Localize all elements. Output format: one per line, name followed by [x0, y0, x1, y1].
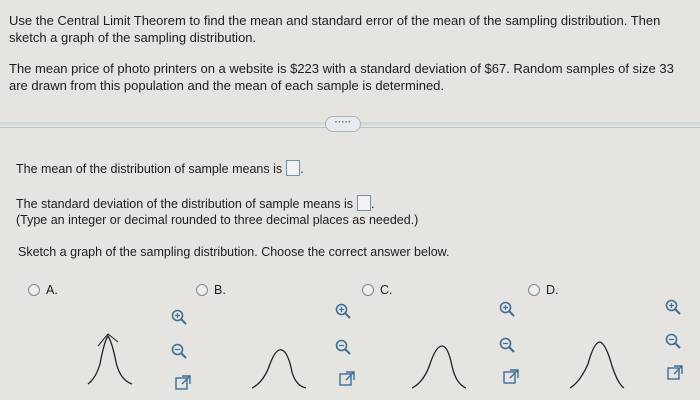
popout-icon[interactable]	[666, 364, 684, 382]
option-d-label: D.	[546, 283, 559, 297]
option-c-label: C.	[380, 283, 393, 297]
graph-a-curve	[86, 328, 146, 388]
option-c[interactable]	[362, 283, 393, 297]
zoom-in-icon[interactable]	[334, 302, 352, 320]
option-d[interactable]	[528, 283, 559, 297]
option-a-label: A.	[46, 283, 58, 297]
part2-line	[16, 195, 374, 211]
part1-suffix: .	[300, 162, 304, 176]
zoom-in-icon[interactable]	[664, 298, 682, 316]
option-b[interactable]	[196, 283, 226, 297]
radio-d[interactable]	[528, 284, 540, 296]
graph-d-curve	[568, 334, 628, 392]
zoom-out-icon[interactable]	[664, 332, 682, 350]
question-problem: The mean price of photo printers on a website is $223 with a standard deviation of $67. Random samples of size 33 are drawn from this population and the mean of each sample is determined.	[9, 61, 674, 93]
radio-b[interactable]	[196, 284, 208, 296]
expand-button[interactable]: ·····	[325, 116, 361, 132]
part1-label: The mean of the distribution of sample means is	[16, 162, 283, 176]
graph-b-curve	[250, 342, 310, 392]
part2-hint: (Type an integer or decimal rounded to three decimal places as needed.)	[16, 213, 419, 227]
zoom-out-icon[interactable]	[334, 338, 352, 356]
graph-c-curve	[410, 338, 470, 392]
part1-line	[16, 160, 304, 176]
popout-icon[interactable]	[502, 368, 520, 386]
question-instruction: Use the Central Limit Theorem to find the mean and standard error of the mean of the sampling distribution. Then sketch a graph of the sampling distribution.	[9, 13, 661, 45]
zoom-out-icon[interactable]	[170, 342, 188, 360]
option-b-label: B.	[214, 283, 226, 297]
zoom-out-icon[interactable]	[498, 336, 516, 354]
part2-suffix: .	[371, 197, 375, 211]
std-error-answer-box[interactable]	[357, 195, 371, 211]
radio-a[interactable]	[28, 284, 40, 296]
radio-c[interactable]	[362, 284, 374, 296]
popout-icon[interactable]	[174, 374, 192, 392]
mean-answer-box[interactable]	[286, 160, 300, 176]
popout-icon[interactable]	[338, 370, 356, 388]
option-a[interactable]	[28, 283, 58, 297]
zoom-in-icon[interactable]	[498, 300, 516, 318]
zoom-in-icon[interactable]	[170, 308, 188, 326]
part3-label: Sketch a graph of the sampling distribution. Choose the correct answer below.	[18, 245, 450, 259]
part2-label: The standard deviation of the distribution of sample means is	[16, 197, 353, 211]
